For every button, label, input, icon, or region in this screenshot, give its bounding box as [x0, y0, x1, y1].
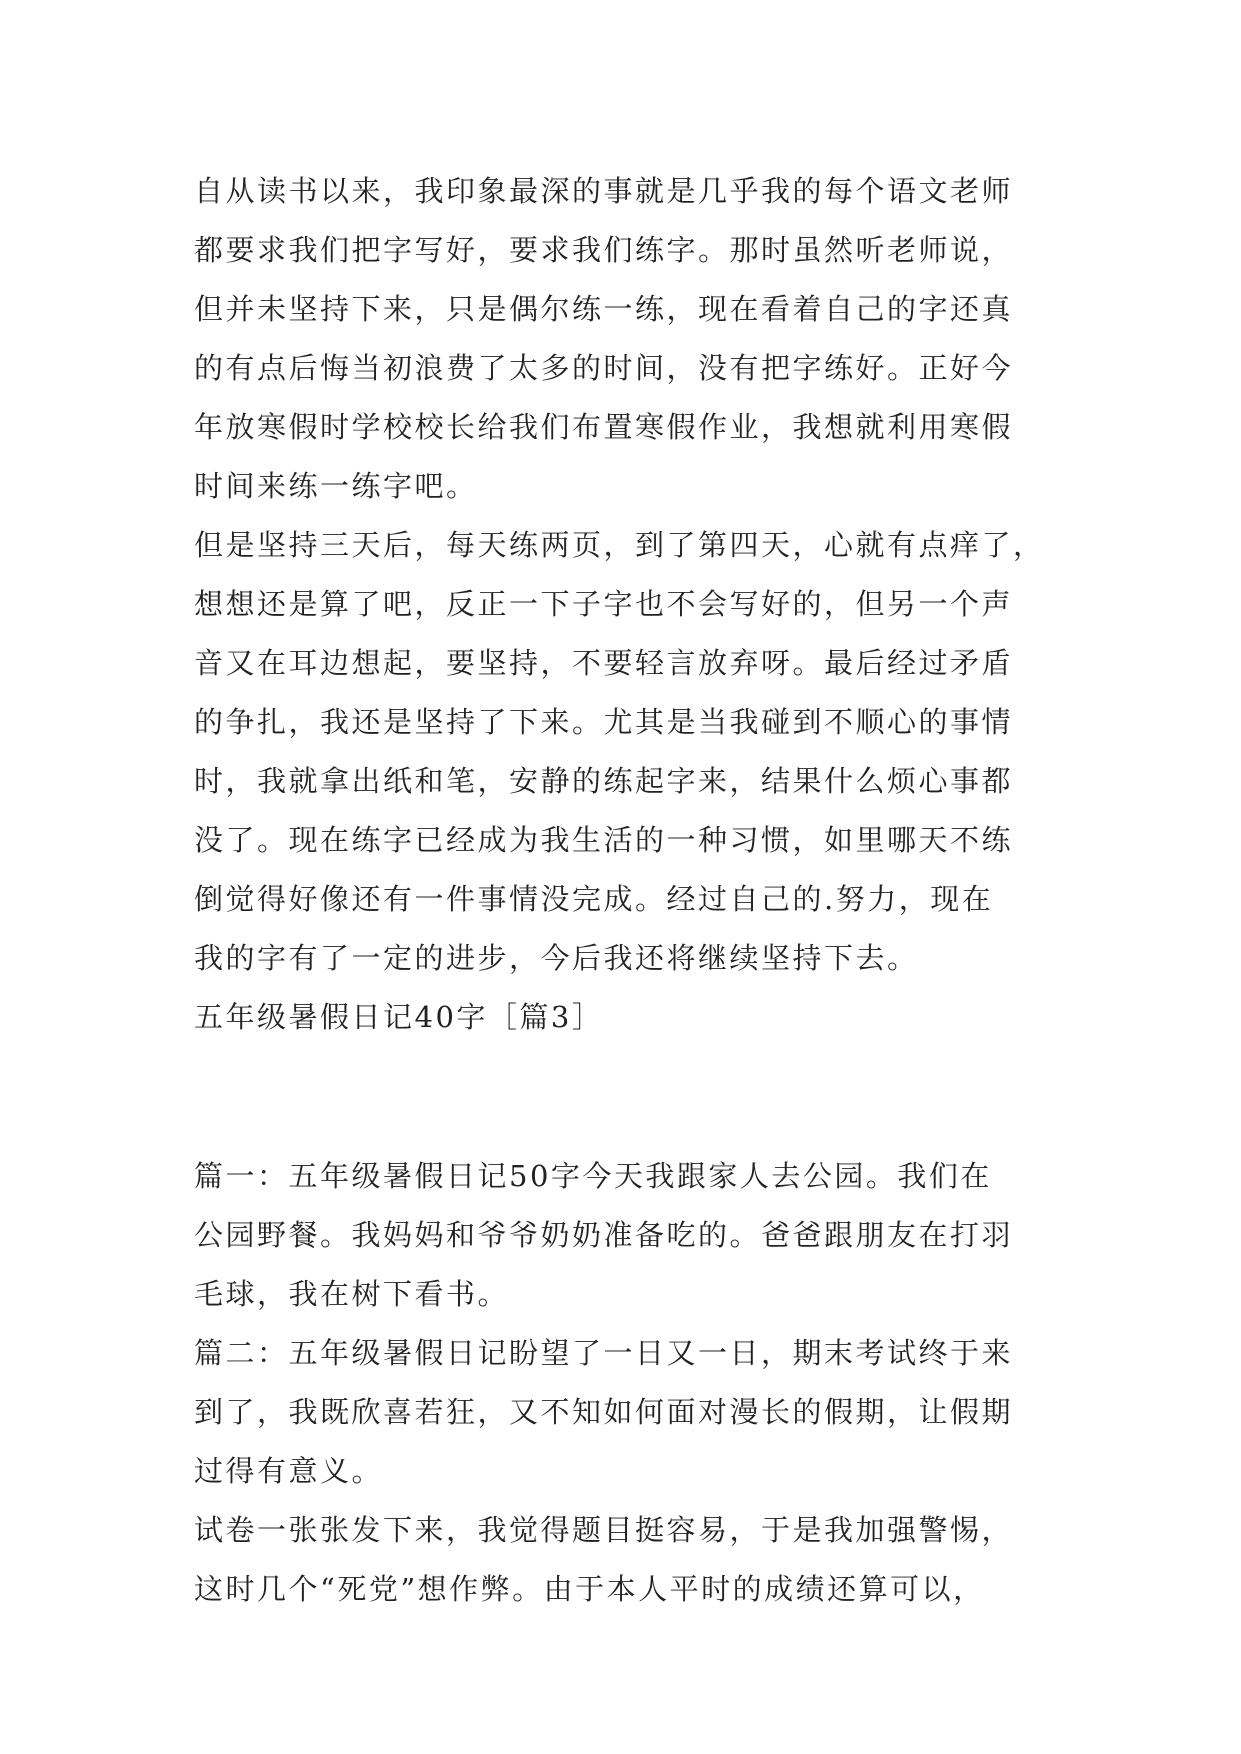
text-line: 时，我就拿出纸和笔，安静的练起字来，结果什么烦心事都 — [194, 764, 1014, 798]
text-line: 音又在耳边想起，要坚持，不要轻言放弃呀。最后经过矛盾 — [194, 646, 1014, 680]
text-line: 时间来练一练字吧。 — [194, 469, 478, 503]
text-line: 倒觉得好像还有一件事情没完成。经过自己的.努力，现在 — [194, 882, 994, 916]
document-body — [194, 162, 1074, 1619]
text-line: 公园野餐。我妈妈和爷爷奶奶准备吃的。爸爸跟朋友在打羽 — [194, 1218, 1014, 1252]
text-line: 毛球，我在树下看书。 — [194, 1277, 510, 1311]
text-line: 但并未坚持下来，只是偶尔练一练，现在看着自己的字还真 — [194, 292, 1014, 326]
text-line: 篇一：五年级暑假日记50字今天我跟家人去公园。我们在 — [194, 1159, 992, 1193]
text-line: 没了。现在练字已经成为我生活的一种习惯，如里哪天不练 — [194, 823, 1014, 857]
text-line: 的争扎，我还是坚持了下来。尤其是当我碰到不顺心的事情 — [194, 705, 1014, 739]
text-line: 我的字有了一定的进步，今后我还将继续坚持下去。 — [194, 941, 919, 975]
text-line: 过得有意义。 — [194, 1454, 384, 1488]
text-line: 都要求我们把字写好，要求我们练字。那时虽然听老师说， — [194, 233, 1014, 267]
text-line: 自从读书以来，我印象最深的事就是几乎我的每个语文老师 — [194, 174, 1014, 208]
text-line: 到了，我既欣喜若狂，又不知如何面对漫长的假期，让假期 — [194, 1395, 1014, 1429]
text-line: 想想还是算了吧，反正一下子字也不会写好的，但另一个声 — [194, 587, 1014, 621]
text-line: 试卷一张张发下来，我觉得题目挺容易，于是我加强警惕， — [194, 1513, 1014, 1547]
text-line: 但是坚持三天后，每天练两页，到了第四天，心就有点痒了， — [194, 528, 1045, 562]
text-line: 年放寒假时学校校长给我们布置寒假作业，我想就利用寒假 — [194, 410, 1014, 444]
section-heading: 五年级暑假日记40字［篇3］ — [194, 1000, 604, 1034]
text-line: 这时几个“死党”想作弊。由于本人平时的成绩还算可以， — [194, 1572, 985, 1606]
text-line: 篇二：五年级暑假日记盼望了一日又一日，期末考试终于来 — [194, 1336, 1014, 1370]
text-line: 的有点后悔当初浪费了太多的时间，没有把字练好。正好今 — [194, 351, 1014, 385]
paragraph-gap — [194, 1047, 1074, 1147]
